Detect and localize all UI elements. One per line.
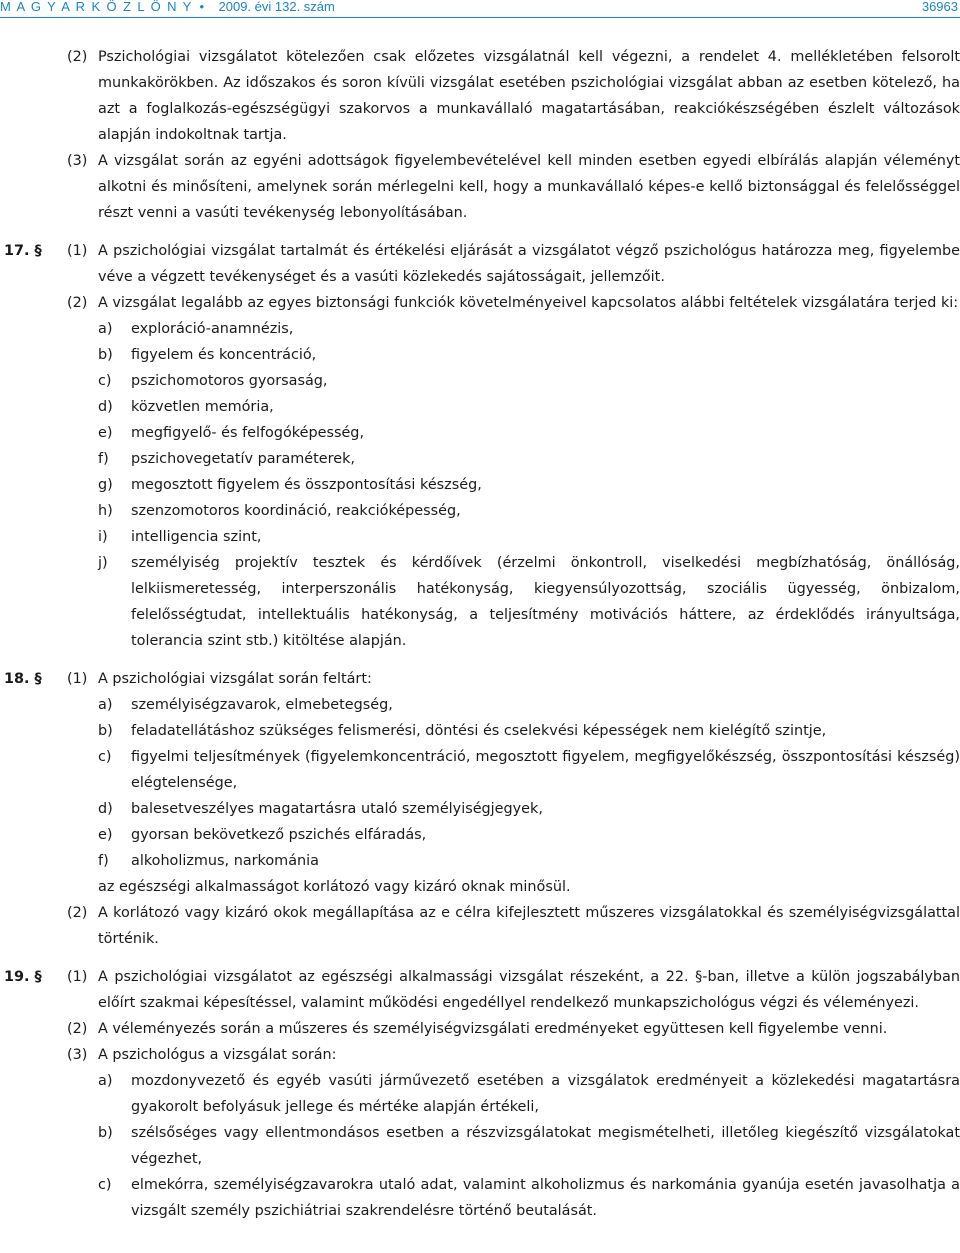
paragraph-16-2 [0,44,960,148]
paragraph-text: A korlátozó vagy kizáró okok megállapítása az e célra kifejlesztett műszeres vizsgálatokkal és személyiségvizsgálattal történik. [98,905,960,947]
item-letter: b) [98,347,113,363]
list-item [0,316,960,342]
item-text: megosztott figyelem és összpontosítási készség, [131,477,482,493]
paragraph-text: A vizsgálat legalább az egyes biztonsági funkciók követelményeivel kapcsolatos alábbi feltételek vizsgálatára terjed ki: [98,295,959,311]
item-text: megfigyelő- és felfogóképesség, [131,425,365,441]
paragraph-19-1 [0,964,960,1016]
list-item [0,550,960,654]
list-item [0,692,960,718]
paragraph-text: A véleményezés során a műszeres és személyiségvizsgálati eredményeket együttesen kell figyelembe venni. [98,1021,888,1037]
list-item [0,498,960,524]
paragraph-17-2 [0,290,960,316]
section-number: 17. § [4,243,42,259]
item-text: exploráció-anamnézis, [131,321,294,337]
section-16 [0,44,960,226]
item-letter: a) [98,1073,113,1089]
list-item [0,744,960,796]
paragraph-text: A pszichológiai vizsgálat tartalmát és értékelési eljárását a vizsgálatot végző pszichológus határozza meg, figyelembe véve a végzett tevékenységet és a vasúti közlekedés sajátosságait, jellemzőit. [98,243,960,285]
item-letter: c) [98,1177,112,1193]
section-17 [0,238,960,654]
paragraph-18-2 [0,900,960,952]
item-letter: b) [98,723,113,739]
paragraph-17-1 [0,238,960,290]
item-text: figyelmi teljesítmények (figyelemkoncentráció, megosztott figyelem, megfigyelőkészség, összpontosítási készség) elégtelensége, [131,749,960,791]
paragraph-closing: az egészségi alkalmasságot korlátozó vagy kizáró oknak minősül. [98,879,571,895]
item-text: intelligencia szint, [131,529,262,545]
paragraph-19-2 [0,1016,960,1042]
list-item [0,1120,960,1172]
paragraph-18-1 [0,666,960,692]
section-number: 18. § [4,671,42,687]
list-item [0,420,960,446]
section-gap [0,226,960,238]
item-text: mozdonyvezető és egyéb vasúti járművezető esetében a vizsgálatok eredményeit a közlekedési magatartásra gyakorolt befolyásuk jellege és mértéke alapján értékeli, [131,1073,960,1115]
item-letter: a) [98,321,113,337]
paragraph-marker: (1) [67,243,88,259]
bullet-separator: • [199,0,206,14]
paragraph-text: A pszichológus a vizsgálat során: [98,1047,337,1063]
item-letter: c) [98,373,112,389]
list-item [0,368,960,394]
journal-title [0,0,335,14]
item-letter: d) [98,399,113,415]
paragraph-marker: (3) [67,153,88,169]
list-item [0,524,960,550]
page-header [0,0,960,16]
section-19 [0,964,960,1224]
item-text: pszichomotoros gyorsaság, [131,373,328,389]
list-item [0,1068,960,1120]
document-body [0,44,960,1224]
list-item [0,472,960,498]
paragraph-marker: (2) [67,295,88,311]
item-text: közvetlen memória, [131,399,274,415]
item-letter: a) [98,697,113,713]
item-text: figyelem és koncentráció, [131,347,317,363]
item-text: személyiség projektív tesztek és kérdőívek (érzelmi önkontroll, viselkedési megbízhatóság, önállóság, lelkiismeretesség, interperszonális hatékonyság, kiegyensúlyozottság, szociális ügyesség, önbizalom, felelősségtudat, intellektuális hatékonyság, a teljesítmény motivációs háttere, az érdeklődés irányultsága, tolerancia szint stb.) kitöltése alapján. [131,555,960,649]
item-letter: c) [98,749,112,765]
item-letter: g) [98,477,113,493]
list-item [0,848,960,874]
list-item [0,1172,960,1224]
paragraph-19-3 [0,1042,960,1068]
item-text: szélsőséges vagy ellentmondásos esetben a részvizsgálatokat megismételheti, illetőleg kiegészítő vizsgálatokat végezhet, [131,1125,960,1167]
item-text: balesetveszélyes magatartásra utaló személyiségjegyek, [131,801,543,817]
list-item [0,342,960,368]
section-18 [0,666,960,952]
list-item [0,796,960,822]
list-item [0,394,960,420]
paragraph-marker: (3) [67,1047,88,1063]
item-letter: f) [98,853,109,869]
item-text: pszichovegetatív paraméterek, [131,451,355,467]
paragraph-marker: (1) [67,969,88,985]
header-rule [0,17,960,18]
item-letter: j) [98,555,108,571]
item-letter: i) [98,529,108,545]
list-item [0,822,960,848]
item-letter: f) [98,451,109,467]
item-letter: e) [98,425,113,441]
item-letter: e) [98,827,113,843]
section-number: 19. § [4,969,42,985]
item-text: alkoholizmus, narkománia [131,853,319,869]
page-number: 36963 [921,0,958,14]
paragraph-text: A vizsgálat során az egyéni adottságok figyelembevételével kell minden esetben egyedi elbírálás alapján véleményt alkotni és minősíteni, amelynek során mérlegelni kell, hogy a munkavállaló képes-e kellő biztonsággal és felelősséggel részt venni a vasúti tevékenység lebonyolításában. [98,153,960,221]
paragraph-marker: (1) [67,671,88,687]
item-letter: h) [98,503,113,519]
item-letter: d) [98,801,113,817]
paragraph-marker: (2) [67,49,88,65]
item-text: gyorsan bekövetkező pszichés elfáradás, [131,827,427,843]
item-letter: b) [98,1125,113,1141]
list-item [0,718,960,744]
paragraph-text: A pszichológiai vizsgálatot az egészségi alkalmassági vizsgálat részeként, a 22. §-ban, illetve a külön jogszabályban előírt szakmai képesítéssel, valamint működési engedéllyel rendelkező munkapszichológus végzi és véleményezi. [98,969,960,1011]
item-text: elmekórra, személyiségzavarokra utaló adat, valamint alkoholizmus és narkománia gyanúja esetén javasolhatja a vizsgált személy pszichiátriai szakrendelésre történő beutalását. [131,1177,960,1219]
item-text: szenzomotoros koordináció, reakcióképesség, [131,503,461,519]
paragraph-16-3 [0,148,960,226]
paragraph-marker: (2) [67,905,88,921]
section-gap [0,952,960,964]
item-text: feladatellátáshoz szükséges felismerési, döntési és cselekvési képességek nem kielégítő szintje, [131,723,827,739]
item-text: személyiségzavarok, elmebetegség, [131,697,393,713]
issue-label: 2009. évi 132. szám [218,0,335,14]
list-item [0,446,960,472]
paragraph-text: Pszichológiai vizsgálatot kötelezően csak előzetes vizsgálatnál kell végezni, a rendelet 4. mellékletében felsorolt munkakörökben. Az időszakos és soron kívüli vizsgálat esetében pszichológiai vizsgálat abban az esetben kötelező, ha azt a foglalkozás-egészségügyi szakorvos a munkavállaló magatartásában, reakciókészségében észlelt változások alapján indokoltnak tartja. [98,49,960,143]
journal-name: M A G Y A R K Ö Z L Ö N Y [0,0,193,14]
paragraph-text: A pszichológiai vizsgálat során feltárt: [98,671,372,687]
section-gap [0,654,960,666]
paragraph-marker: (2) [67,1021,88,1037]
